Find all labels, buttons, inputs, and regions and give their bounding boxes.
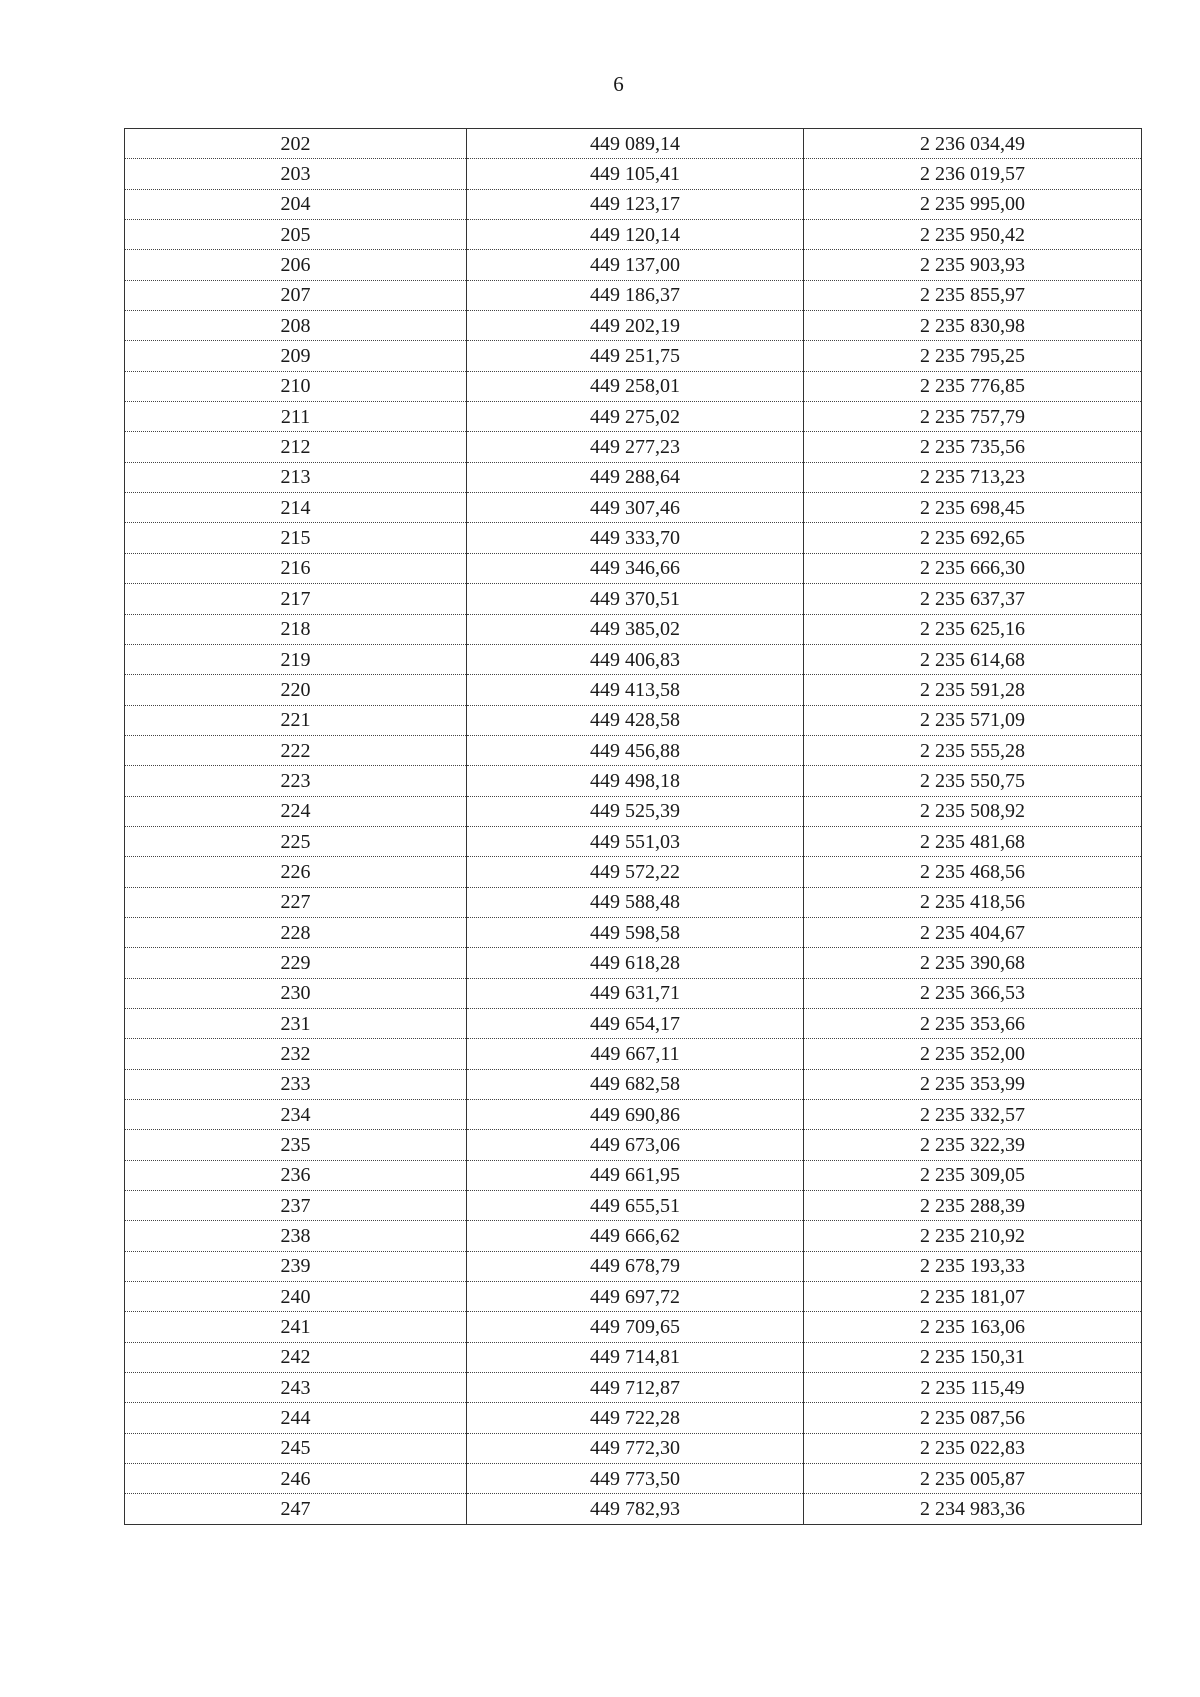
table-row bbox=[125, 1069, 1142, 1099]
point-number-cell: 225 bbox=[125, 826, 467, 856]
x-coordinate-cell: 449 288,64 bbox=[467, 462, 804, 492]
point-number-cell: 238 bbox=[125, 1221, 467, 1251]
table-row bbox=[125, 1433, 1142, 1463]
point-number-cell: 234 bbox=[125, 1100, 467, 1130]
y-coordinate-cell: 2 235 353,66 bbox=[804, 1008, 1142, 1038]
point-number-cell: 226 bbox=[125, 857, 467, 887]
point-number-cell: 244 bbox=[125, 1403, 467, 1433]
y-coordinate-cell: 2 235 735,56 bbox=[804, 432, 1142, 462]
point-number-cell: 227 bbox=[125, 887, 467, 917]
x-coordinate-cell: 449 697,72 bbox=[467, 1282, 804, 1312]
table-row bbox=[125, 189, 1142, 219]
table-row bbox=[125, 523, 1142, 553]
y-coordinate-cell: 2 235 322,39 bbox=[804, 1130, 1142, 1160]
y-coordinate-cell: 2 235 181,07 bbox=[804, 1282, 1142, 1312]
table-row bbox=[125, 553, 1142, 583]
point-number-cell: 243 bbox=[125, 1373, 467, 1403]
point-number-cell: 212 bbox=[125, 432, 467, 462]
y-coordinate-cell: 2 235 390,68 bbox=[804, 948, 1142, 978]
y-coordinate-cell: 2 235 903,93 bbox=[804, 250, 1142, 280]
table-row bbox=[125, 1100, 1142, 1130]
point-number-cell: 221 bbox=[125, 705, 467, 735]
x-coordinate-cell: 449 661,95 bbox=[467, 1160, 804, 1190]
table-row bbox=[125, 311, 1142, 341]
x-coordinate-cell: 449 631,71 bbox=[467, 978, 804, 1008]
x-coordinate-cell: 449 251,75 bbox=[467, 341, 804, 371]
x-coordinate-cell: 449 385,02 bbox=[467, 614, 804, 644]
x-coordinate-cell: 449 690,86 bbox=[467, 1100, 804, 1130]
x-coordinate-cell: 449 588,48 bbox=[467, 887, 804, 917]
y-coordinate-cell: 2 235 087,56 bbox=[804, 1403, 1142, 1433]
y-coordinate-cell: 2 235 481,68 bbox=[804, 826, 1142, 856]
x-coordinate-cell: 449 498,18 bbox=[467, 766, 804, 796]
point-number-cell: 224 bbox=[125, 796, 467, 826]
point-number-cell: 246 bbox=[125, 1464, 467, 1494]
x-coordinate-cell: 449 406,83 bbox=[467, 644, 804, 674]
table-row bbox=[125, 341, 1142, 371]
y-coordinate-cell: 2 235 637,37 bbox=[804, 584, 1142, 614]
x-coordinate-cell: 449 105,41 bbox=[467, 159, 804, 189]
y-coordinate-cell: 2 235 591,28 bbox=[804, 675, 1142, 705]
x-coordinate-cell: 449 709,65 bbox=[467, 1312, 804, 1342]
x-coordinate-cell: 449 186,37 bbox=[467, 280, 804, 310]
table-row bbox=[125, 644, 1142, 674]
table-row bbox=[125, 402, 1142, 432]
table-row bbox=[125, 705, 1142, 735]
point-number-cell: 220 bbox=[125, 675, 467, 705]
x-coordinate-cell: 449 655,51 bbox=[467, 1191, 804, 1221]
y-coordinate-cell: 2 235 757,79 bbox=[804, 402, 1142, 432]
point-number-cell: 235 bbox=[125, 1130, 467, 1160]
point-number-cell: 208 bbox=[125, 311, 467, 341]
point-number-cell: 241 bbox=[125, 1312, 467, 1342]
table-row bbox=[125, 735, 1142, 765]
y-coordinate-cell: 2 235 288,39 bbox=[804, 1191, 1142, 1221]
x-coordinate-cell: 449 654,17 bbox=[467, 1008, 804, 1038]
table-row bbox=[125, 432, 1142, 462]
y-coordinate-cell: 2 235 210,92 bbox=[804, 1221, 1142, 1251]
y-coordinate-cell: 2 235 115,49 bbox=[804, 1373, 1142, 1403]
table-row bbox=[125, 493, 1142, 523]
coordinates-table-body bbox=[125, 129, 1142, 1525]
x-coordinate-cell: 449 123,17 bbox=[467, 189, 804, 219]
point-number-cell: 203 bbox=[125, 159, 467, 189]
x-coordinate-cell: 449 712,87 bbox=[467, 1373, 804, 1403]
y-coordinate-cell: 2 235 571,09 bbox=[804, 705, 1142, 735]
table-row bbox=[125, 917, 1142, 947]
x-coordinate-cell: 449 275,02 bbox=[467, 402, 804, 432]
point-number-cell: 216 bbox=[125, 553, 467, 583]
point-number-cell: 222 bbox=[125, 735, 467, 765]
y-coordinate-cell: 2 235 666,30 bbox=[804, 553, 1142, 583]
table-row bbox=[125, 584, 1142, 614]
point-number-cell: 247 bbox=[125, 1494, 467, 1524]
x-coordinate-cell: 449 572,22 bbox=[467, 857, 804, 887]
table-row bbox=[125, 978, 1142, 1008]
x-coordinate-cell: 449 202,19 bbox=[467, 311, 804, 341]
y-coordinate-cell: 2 235 830,98 bbox=[804, 311, 1142, 341]
point-number-cell: 206 bbox=[125, 250, 467, 280]
table-row bbox=[125, 1130, 1142, 1160]
table-row bbox=[125, 857, 1142, 887]
y-coordinate-cell: 2 235 776,85 bbox=[804, 371, 1142, 401]
x-coordinate-cell: 449 370,51 bbox=[467, 584, 804, 614]
table-row bbox=[125, 826, 1142, 856]
table-row bbox=[125, 1494, 1142, 1524]
table-row bbox=[125, 1464, 1142, 1494]
table-row bbox=[125, 250, 1142, 280]
x-coordinate-cell: 449 618,28 bbox=[467, 948, 804, 978]
y-coordinate-cell: 2 235 022,83 bbox=[804, 1433, 1142, 1463]
point-number-cell: 237 bbox=[125, 1191, 467, 1221]
x-coordinate-cell: 449 673,06 bbox=[467, 1130, 804, 1160]
x-coordinate-cell: 449 772,30 bbox=[467, 1433, 804, 1463]
point-number-cell: 207 bbox=[125, 280, 467, 310]
point-number-cell: 239 bbox=[125, 1251, 467, 1281]
x-coordinate-cell: 449 089,14 bbox=[467, 129, 804, 159]
y-coordinate-cell: 2 235 309,05 bbox=[804, 1160, 1142, 1190]
y-coordinate-cell: 2 235 555,28 bbox=[804, 735, 1142, 765]
point-number-cell: 229 bbox=[125, 948, 467, 978]
point-number-cell: 209 bbox=[125, 341, 467, 371]
table-row bbox=[125, 1282, 1142, 1312]
y-coordinate-cell: 2 235 692,65 bbox=[804, 523, 1142, 553]
table-row bbox=[125, 1373, 1142, 1403]
y-coordinate-cell: 2 235 713,23 bbox=[804, 462, 1142, 492]
y-coordinate-cell: 2 235 193,33 bbox=[804, 1251, 1142, 1281]
y-coordinate-cell: 2 235 508,92 bbox=[804, 796, 1142, 826]
y-coordinate-cell: 2 235 332,57 bbox=[804, 1100, 1142, 1130]
y-coordinate-cell: 2 235 950,42 bbox=[804, 220, 1142, 250]
point-number-cell: 242 bbox=[125, 1342, 467, 1372]
table-row bbox=[125, 462, 1142, 492]
y-coordinate-cell: 2 235 468,56 bbox=[804, 857, 1142, 887]
x-coordinate-cell: 449 456,88 bbox=[467, 735, 804, 765]
x-coordinate-cell: 449 346,66 bbox=[467, 553, 804, 583]
table-row bbox=[125, 766, 1142, 796]
point-number-cell: 215 bbox=[125, 523, 467, 553]
x-coordinate-cell: 449 258,01 bbox=[467, 371, 804, 401]
table-row bbox=[125, 159, 1142, 189]
y-coordinate-cell: 2 235 795,25 bbox=[804, 341, 1142, 371]
point-number-cell: 223 bbox=[125, 766, 467, 796]
x-coordinate-cell: 449 307,46 bbox=[467, 493, 804, 523]
table-row bbox=[125, 614, 1142, 644]
y-coordinate-cell: 2 235 150,31 bbox=[804, 1342, 1142, 1372]
point-number-cell: 211 bbox=[125, 402, 467, 432]
y-coordinate-cell: 2 235 353,99 bbox=[804, 1069, 1142, 1099]
y-coordinate-cell: 2 235 404,67 bbox=[804, 917, 1142, 947]
table-row bbox=[125, 948, 1142, 978]
x-coordinate-cell: 449 714,81 bbox=[467, 1342, 804, 1372]
y-coordinate-cell: 2 235 550,75 bbox=[804, 766, 1142, 796]
point-number-cell: 228 bbox=[125, 917, 467, 947]
point-number-cell: 217 bbox=[125, 584, 467, 614]
table-row bbox=[125, 371, 1142, 401]
point-number-cell: 218 bbox=[125, 614, 467, 644]
point-number-cell: 210 bbox=[125, 371, 467, 401]
y-coordinate-cell: 2 235 625,16 bbox=[804, 614, 1142, 644]
x-coordinate-cell: 449 722,28 bbox=[467, 1403, 804, 1433]
point-number-cell: 232 bbox=[125, 1039, 467, 1069]
point-number-cell: 202 bbox=[125, 129, 467, 159]
table-row bbox=[125, 887, 1142, 917]
table-row bbox=[125, 1008, 1142, 1038]
y-coordinate-cell: 2 235 352,00 bbox=[804, 1039, 1142, 1069]
table-row bbox=[125, 280, 1142, 310]
table-row bbox=[125, 796, 1142, 826]
point-number-cell: 236 bbox=[125, 1160, 467, 1190]
x-coordinate-cell: 449 333,70 bbox=[467, 523, 804, 553]
point-number-cell: 213 bbox=[125, 462, 467, 492]
y-coordinate-cell: 2 235 163,06 bbox=[804, 1312, 1142, 1342]
table-row bbox=[125, 1039, 1142, 1069]
x-coordinate-cell: 449 551,03 bbox=[467, 826, 804, 856]
y-coordinate-cell: 2 235 698,45 bbox=[804, 493, 1142, 523]
table-row bbox=[125, 1191, 1142, 1221]
y-coordinate-cell: 2 234 983,36 bbox=[804, 1494, 1142, 1524]
x-coordinate-cell: 449 137,00 bbox=[467, 250, 804, 280]
point-number-cell: 219 bbox=[125, 644, 467, 674]
point-number-cell: 205 bbox=[125, 220, 467, 250]
point-number-cell: 231 bbox=[125, 1008, 467, 1038]
x-coordinate-cell: 449 598,58 bbox=[467, 917, 804, 947]
table-row bbox=[125, 1312, 1142, 1342]
y-coordinate-cell: 2 235 366,53 bbox=[804, 978, 1142, 1008]
x-coordinate-cell: 449 678,79 bbox=[467, 1251, 804, 1281]
coordinates-table bbox=[124, 128, 1142, 1525]
y-coordinate-cell: 2 235 418,56 bbox=[804, 887, 1142, 917]
point-number-cell: 230 bbox=[125, 978, 467, 1008]
y-coordinate-cell: 2 236 034,49 bbox=[804, 129, 1142, 159]
x-coordinate-cell: 449 667,11 bbox=[467, 1039, 804, 1069]
point-number-cell: 214 bbox=[125, 493, 467, 523]
x-coordinate-cell: 449 525,39 bbox=[467, 796, 804, 826]
y-coordinate-cell: 2 235 005,87 bbox=[804, 1464, 1142, 1494]
x-coordinate-cell: 449 428,58 bbox=[467, 705, 804, 735]
y-coordinate-cell: 2 235 995,00 bbox=[804, 189, 1142, 219]
table-row bbox=[125, 220, 1142, 250]
page-number: 6 bbox=[613, 72, 624, 96]
table-row bbox=[125, 129, 1142, 159]
x-coordinate-cell: 449 682,58 bbox=[467, 1069, 804, 1099]
table-row bbox=[125, 1342, 1142, 1372]
table-row bbox=[125, 1160, 1142, 1190]
table-row bbox=[125, 675, 1142, 705]
y-coordinate-cell: 2 236 019,57 bbox=[804, 159, 1142, 189]
point-number-cell: 233 bbox=[125, 1069, 467, 1099]
table-row bbox=[125, 1403, 1142, 1433]
x-coordinate-cell: 449 120,14 bbox=[467, 220, 804, 250]
point-number-cell: 245 bbox=[125, 1433, 467, 1463]
x-coordinate-cell: 449 277,23 bbox=[467, 432, 804, 462]
point-number-cell: 240 bbox=[125, 1282, 467, 1312]
y-coordinate-cell: 2 235 614,68 bbox=[804, 644, 1142, 674]
y-coordinate-cell: 2 235 855,97 bbox=[804, 280, 1142, 310]
x-coordinate-cell: 449 773,50 bbox=[467, 1464, 804, 1494]
table-row bbox=[125, 1221, 1142, 1251]
table-row bbox=[125, 1251, 1142, 1281]
x-coordinate-cell: 449 666,62 bbox=[467, 1221, 804, 1251]
point-number-cell: 204 bbox=[125, 189, 467, 219]
x-coordinate-cell: 449 413,58 bbox=[467, 675, 804, 705]
x-coordinate-cell: 449 782,93 bbox=[467, 1494, 804, 1524]
